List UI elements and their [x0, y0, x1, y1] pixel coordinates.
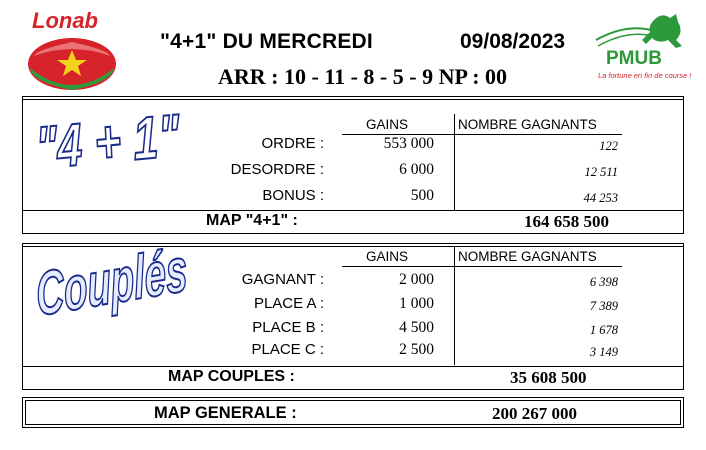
col-gains-couples: GAINS [366, 249, 409, 264]
section-couples-art-title: Couplés [34, 235, 190, 330]
col-rule-couples [342, 266, 622, 267]
section-41-art-title: "4 + 1" [34, 101, 182, 182]
lonab-logo [22, 6, 122, 92]
col-divider-41 [454, 114, 455, 210]
row-label-place-c: PLACE C : [251, 341, 324, 358]
row-label-ordre: ORDRE : [261, 135, 324, 152]
col-gains-41: GAINS [366, 117, 409, 132]
map-couples-label: MAP COUPLES : [168, 368, 295, 385]
row-gain-desordre: 6 000 [399, 161, 434, 178]
row-winners-ordre: 122 [599, 139, 618, 153]
row-gain-gagnant: 2 000 [399, 271, 434, 288]
page-title: "4+1" DU MERCREDI [160, 30, 373, 53]
row-gain-bonus: 500 [410, 187, 434, 204]
row-label-desordre: DESORDRE : [230, 161, 324, 178]
pmub-logo-text: PMUB [606, 48, 662, 69]
pmub-slogan: La fortune en fin de course ! [598, 71, 692, 80]
col-winners-41: NOMBRE GAGNANTS [458, 117, 597, 132]
pmub-logo [592, 10, 692, 88]
map-general-inner [25, 400, 681, 425]
row-label-bonus: BONUS : [262, 187, 324, 204]
race-date: 09/08/2023 [460, 30, 566, 53]
row-winners-place-a: 7 389 [589, 299, 618, 313]
row-winners-place-c: 3 149 [589, 345, 618, 359]
col-winners-couples: NOMBRE GAGNANTS [458, 249, 597, 264]
row-winners-desordre: 12 511 [584, 165, 618, 179]
map-couples-value: 35 608 500 [510, 368, 587, 387]
map-41-label: MAP "4+1" : [206, 212, 298, 229]
lonab-logo-text: Lonab [32, 8, 98, 33]
row-gain-place-c: 2 500 [399, 341, 434, 358]
map-general-label: MAP GENERALE : [154, 404, 297, 422]
row-label-place-b: PLACE B : [252, 319, 324, 336]
section-41-top-rule [22, 99, 684, 100]
row-winners-bonus: 44 253 [583, 191, 618, 205]
arrival-line: ARR : 10 - 11 - 8 - 5 - 9 NP : 00 [218, 64, 508, 89]
map-general-value: 200 267 000 [492, 404, 577, 423]
row-gain-ordre: 553 000 [383, 135, 434, 152]
row-gain-place-b: 4 500 [399, 319, 434, 336]
row-label-gagnant: GAGNANT : [241, 271, 324, 288]
row-winners-place-b: 1 678 [589, 323, 618, 337]
row-winners-gagnant: 6 398 [589, 275, 618, 289]
col-divider-couples [454, 247, 455, 365]
map-41-value: 164 658 500 [524, 212, 609, 231]
row-label-place-a: PLACE A : [253, 295, 324, 312]
row-gain-place-a: 1 000 [399, 295, 434, 312]
